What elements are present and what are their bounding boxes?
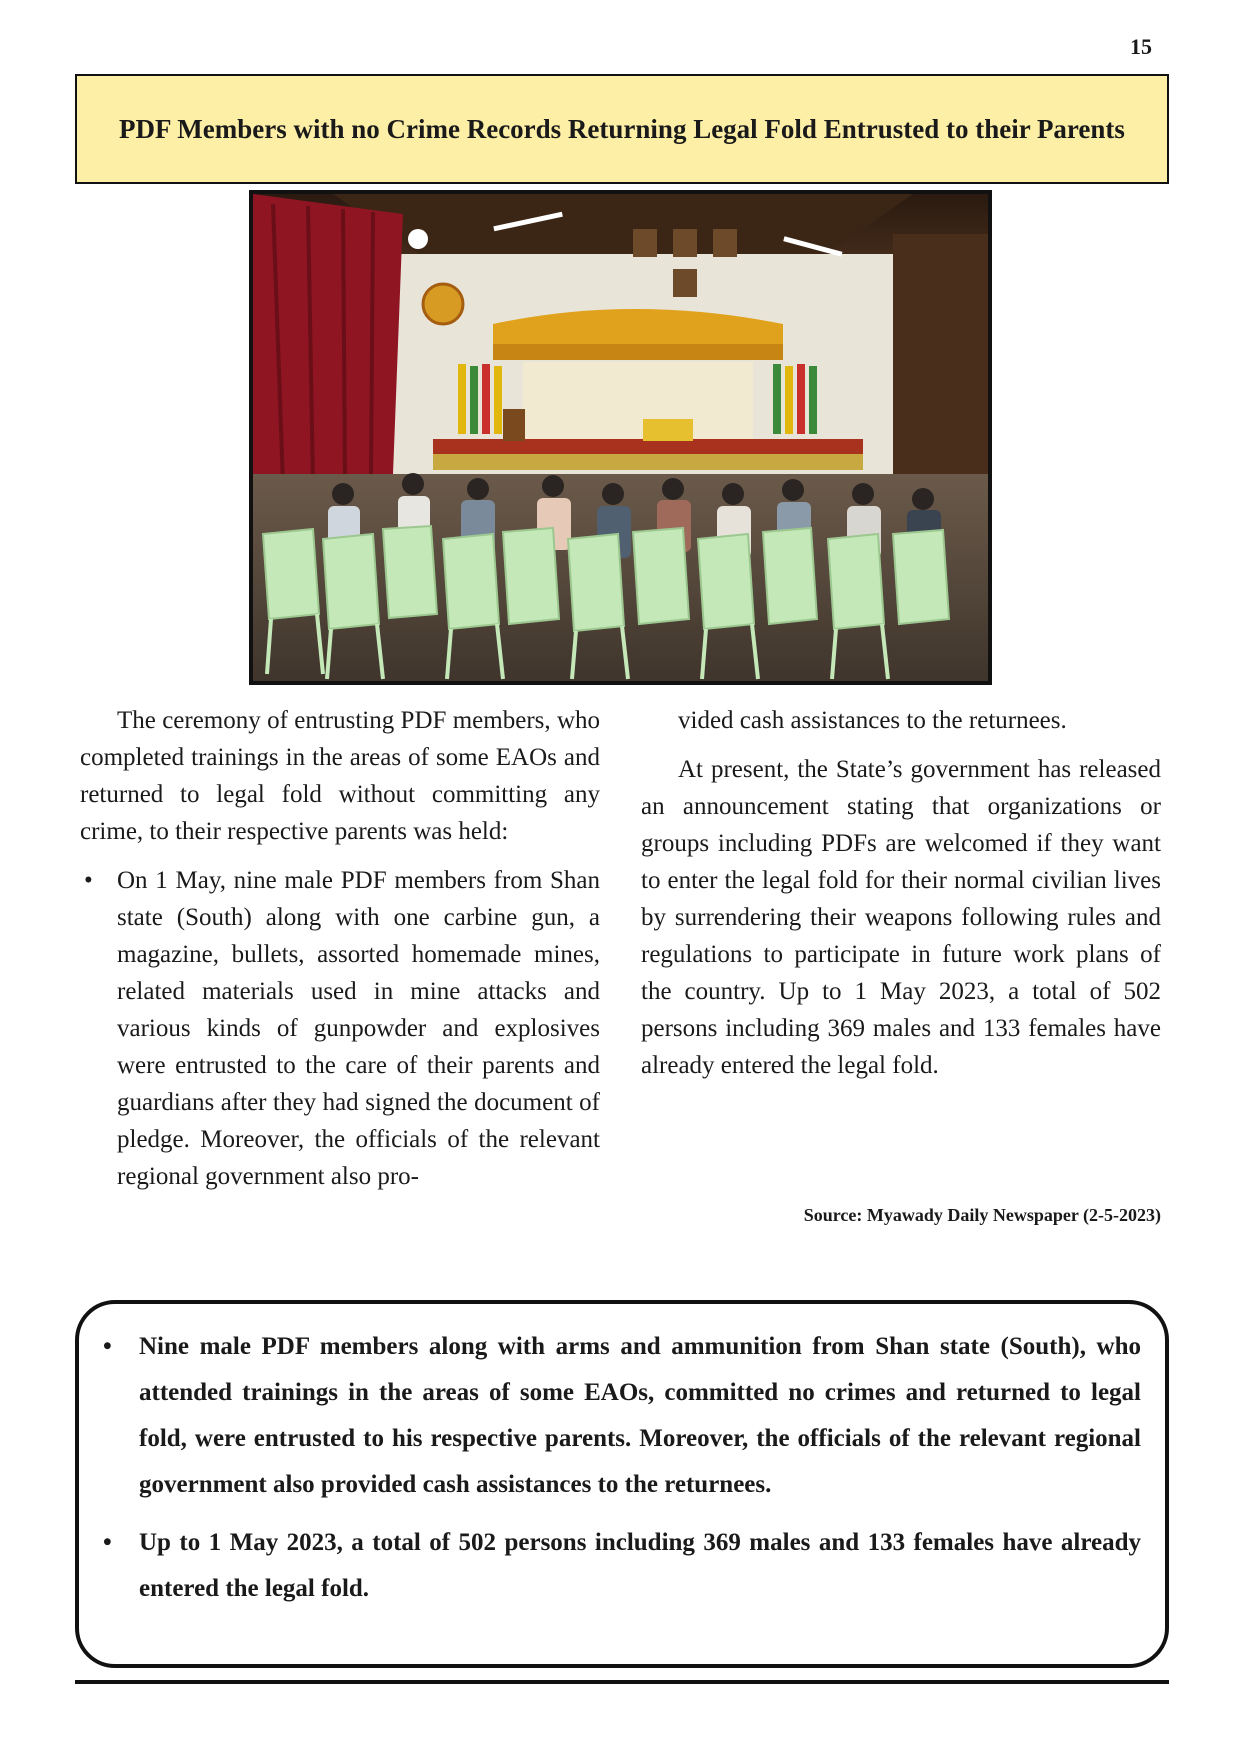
summary-text: Up to 1 May 2023, a total of 502 persons including 369 males and 133 females have already entered the legal fold. [139,1529,1141,1602]
article-bullet-continuation: vided cash assistances to the returnees. [678,707,1067,734]
article-title: PDF Members with no Crime Records Returning Legal Fold Entrusted to their Parents [119,113,1125,144]
article-title-box [75,74,1169,184]
bottom-divider [75,1680,1169,1684]
article-right-column [641,702,1161,1084]
article-paragraph: At present, the State’s government has released an announcement stating that organizations or groups including PDFs are welcomed if they want to enter the legal fold for their normal civilian lives by surrendering their weapons following rules and regulations to participate in future work plans of the country. Up to 1 May 2023, a total of 502 persons including 369 males and 133 females have already entered the legal fold. [641,756,1161,1079]
ceremony-hall-photo-icon [253,194,988,681]
article-intro: The ceremony of entrusting PDF members, who completed trainings in the areas of some EAOs and returned to legal fold without committing any crime, to their respective parents was held: [80,707,600,845]
article-bullet-item [80,862,600,1195]
ceremony-photo [249,190,992,685]
bullet-icon: • [103,1529,112,1556]
article-left-column [80,702,600,1195]
summary-text: Nine male PDF members along with arms and ammunition from Shan state (South), who attended trainings in the areas of some EAOs, committed no crimes and returned to legal fold, were entrusted to his respective parents. Moreover, the officials of the relevant regional government also provided cash assistances to the returnees. [139,1333,1141,1498]
bullet-icon: • [84,867,93,894]
article-source: Source: Myawady Daily Newspaper (2-5-2023) [803,1205,1161,1225]
article-bullet-text: On 1 May, nine male PDF members from Shan state (South) along with one carbine gun, a magazine, bullets, assorted homemade mines, related materials used in mine attacks and various kinds of gunpowder and explosives were entrusted to the care of their parents and guardians after they had signed the document of pledge. Moreover, the officials of the relevant regional government also pro- [117,867,600,1190]
summary-box [75,1300,1169,1668]
bullet-icon: • [103,1333,112,1360]
summary-item [99,1520,1141,1612]
page-number: 15 [1130,34,1152,59]
summary-item [99,1324,1141,1508]
